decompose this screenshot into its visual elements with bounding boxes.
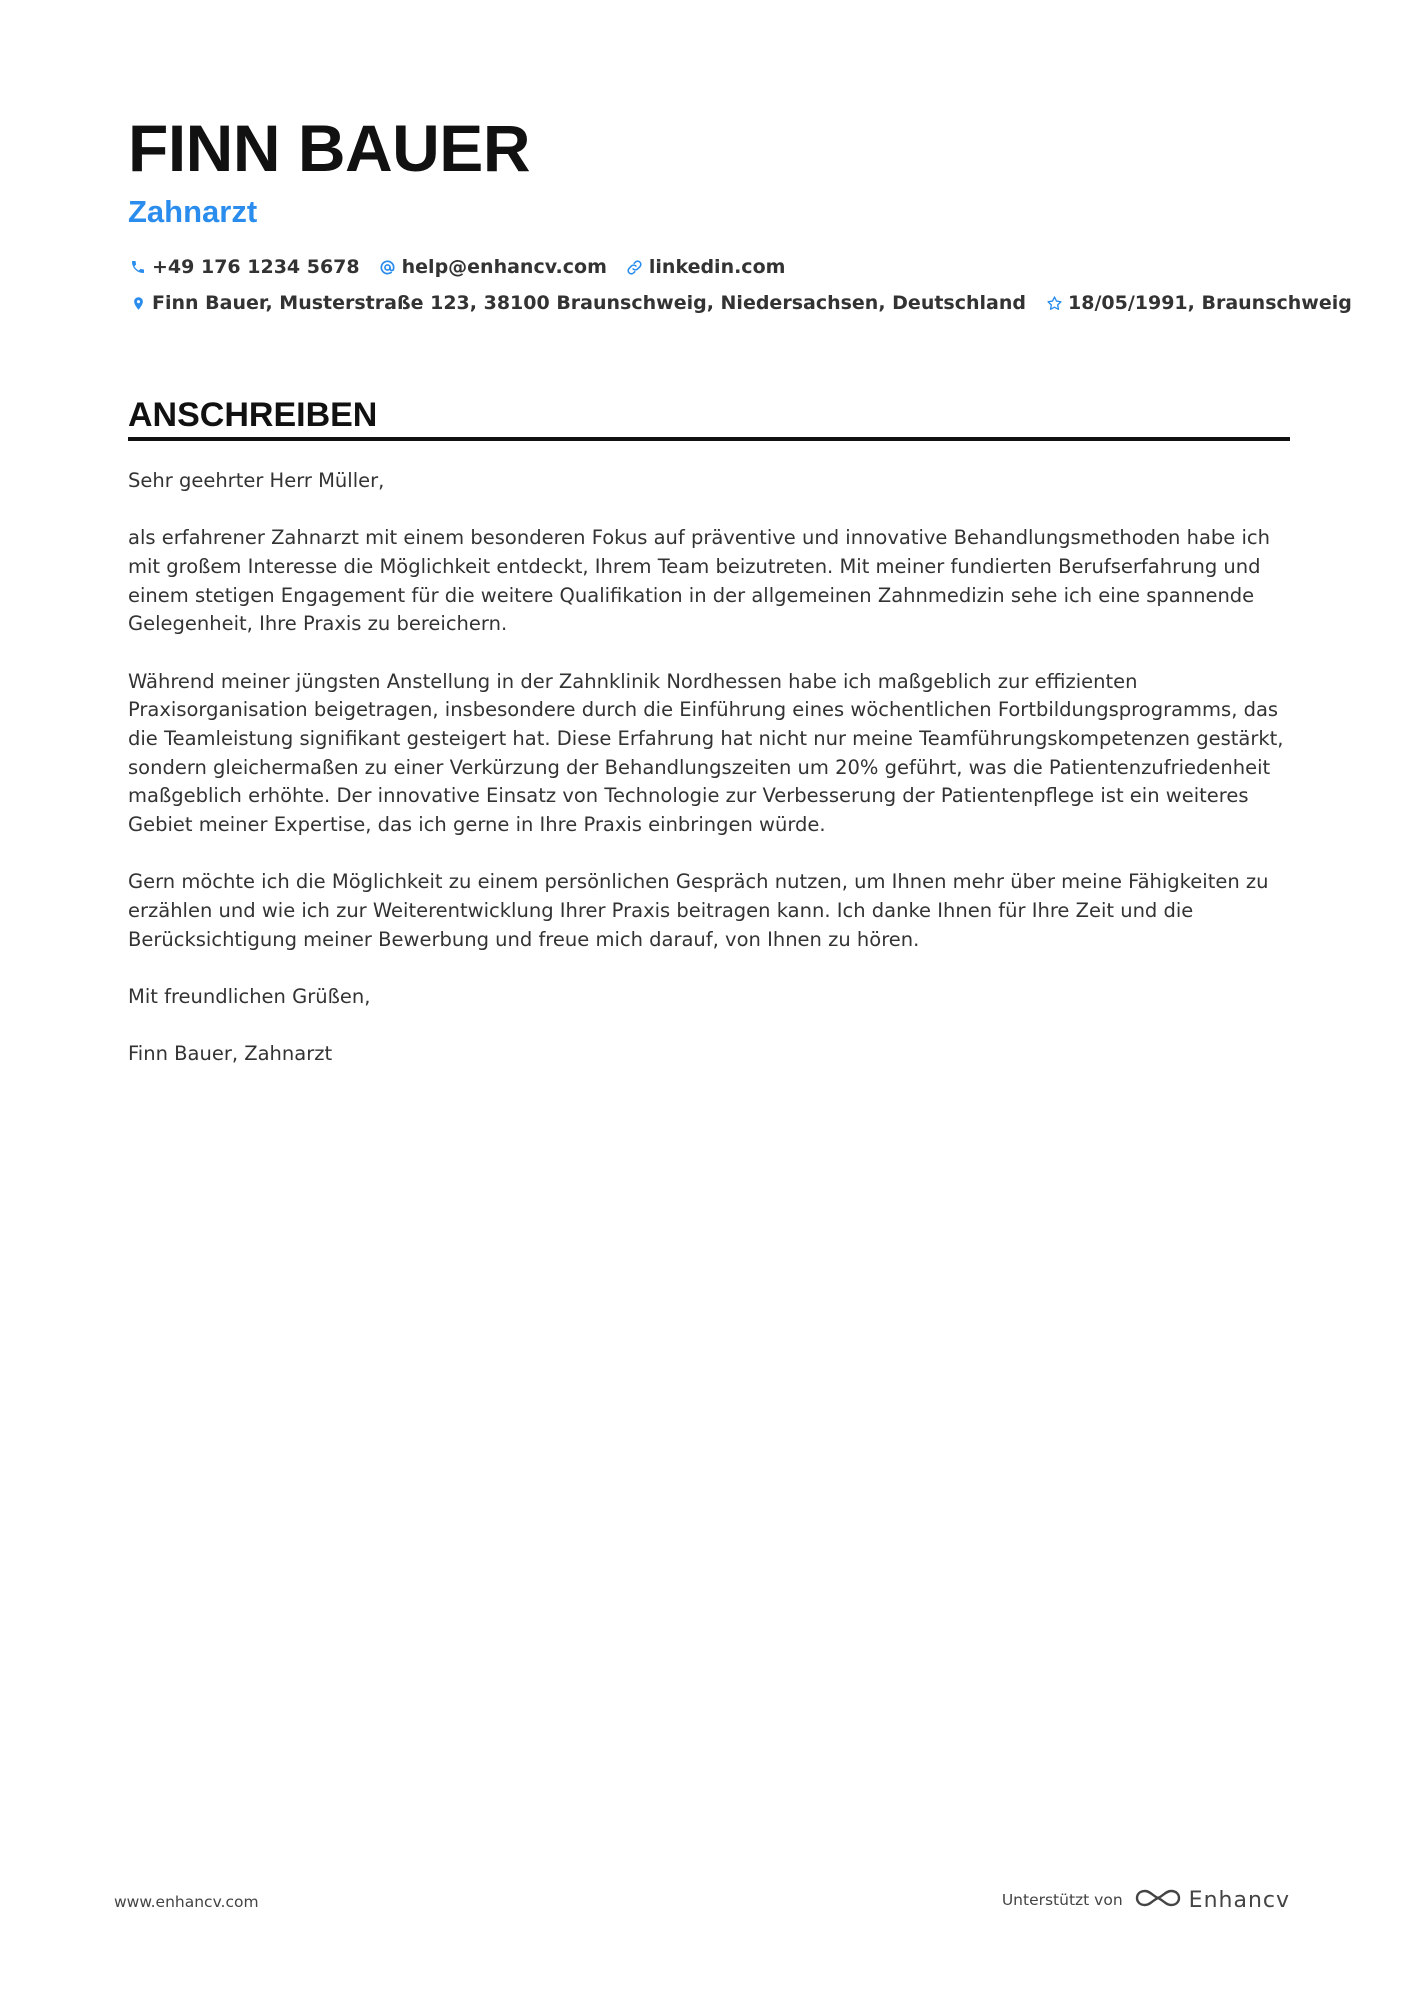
letter-closing: Mit freundlichen Grüßen, [128,984,371,1008]
link-icon [625,257,645,277]
at-icon [378,257,398,277]
phone-icon [128,257,148,277]
applicant-role: Zahnarzt [128,194,258,229]
footer-brand-name: Enhancv [1188,1887,1290,1913]
contact-row-primary [128,256,1290,278]
enhancv-logo-icon [1135,1885,1181,1915]
contact-linkedin[interactable] [625,256,786,278]
letter-body [128,467,1290,1069]
cover-letter-page [128,108,1352,1097]
contact-linkedin-text[interactable]: linkedin.com [648,256,786,278]
letter-salutation: Sehr geehrter Herr Müller, [128,469,385,492]
contact-birth [1044,292,1352,314]
contact-email[interactable] [378,256,607,278]
contact-email-text[interactable]: help@enhancv.com [401,256,607,278]
footer-powered-by: Unterstützt von [1001,1891,1123,1909]
contact-birth-text: 18/05/1991, Braunschweig [1068,292,1352,314]
footer-website-link[interactable]: www.enhancv.com [114,1893,259,1911]
contact-row-secondary [128,292,1352,314]
contact-address-text: Finn Bauer, Musterstraße 123, 38100 Braunschweig, Niedersachsen, Deutschland [152,292,1026,314]
footer-branding [1002,1885,1290,1915]
letter-paragraph: als erfahrener Zahnarzt mit einem besonderen Fokus auf präventive und innovative Behandlungsmethoden habe ich mit großem Interesse die Möglichkeit entdeckt, Ihrem Team beizutreten. Mit meiner fundierten Berufserfahrung und einem stetigen Engagement für die weitere Qualifikation in der allgemeinen Zahnmedizin sehe ich eine spannende Gelegenheit, Ihre Praxis zu bereichern. [128,526,1270,636]
star-icon [1044,293,1064,313]
contact-address [128,292,1026,314]
section-title-cover-letter: ANSCHREIBEN [128,395,1290,441]
contact-phone [128,256,360,278]
letter-paragraph: Während meiner jüngsten Anstellung in der Zahnklinik Nordhessen habe ich maßgeblich zur effizienten Praxisorganisation beigetragen, insbesondere durch die Einführung eines wöchentlichen Fortbildungsprogramms, das die Teamleistung signifikant gesteigert hat. Diese Erfahrung hat nicht nur meine Teamführungskompetenzen gestärkt, sondern gleichermaßen zu einer Verkürzung der Behandlungszeiten um 20% geführt, was die Patientenzufriedenheit maßgeblich erhöhte. Der innovative Einsatz von Technologie zur Verbesserung der Patientenpflege ist ein weiteres Gebiet meiner Expertise, das ich gerne in Ihre Praxis einbringen würde. [128,669,1284,837]
letter-signature: Finn Bauer, Zahnarzt [128,1042,333,1066]
letter-paragraph: Gern möchte ich die Möglichkeit zu einem persönlichen Gespräch nutzen, um Ihnen mehr über meine Fähigkeiten zu erzählen und wie ich zur Weiterentwicklung Ihrer Praxis beitragen kann. Ich danke Ihnen für Ihre Zeit und die Berücksichtigung meiner Bewerbung und freue mich darauf, von Ihnen zu hören. [128,870,1269,951]
location-pin-icon [128,293,148,313]
applicant-name: FINN BAUER [128,111,530,185]
contact-phone-text: +49 176 1234 5678 [152,256,360,278]
